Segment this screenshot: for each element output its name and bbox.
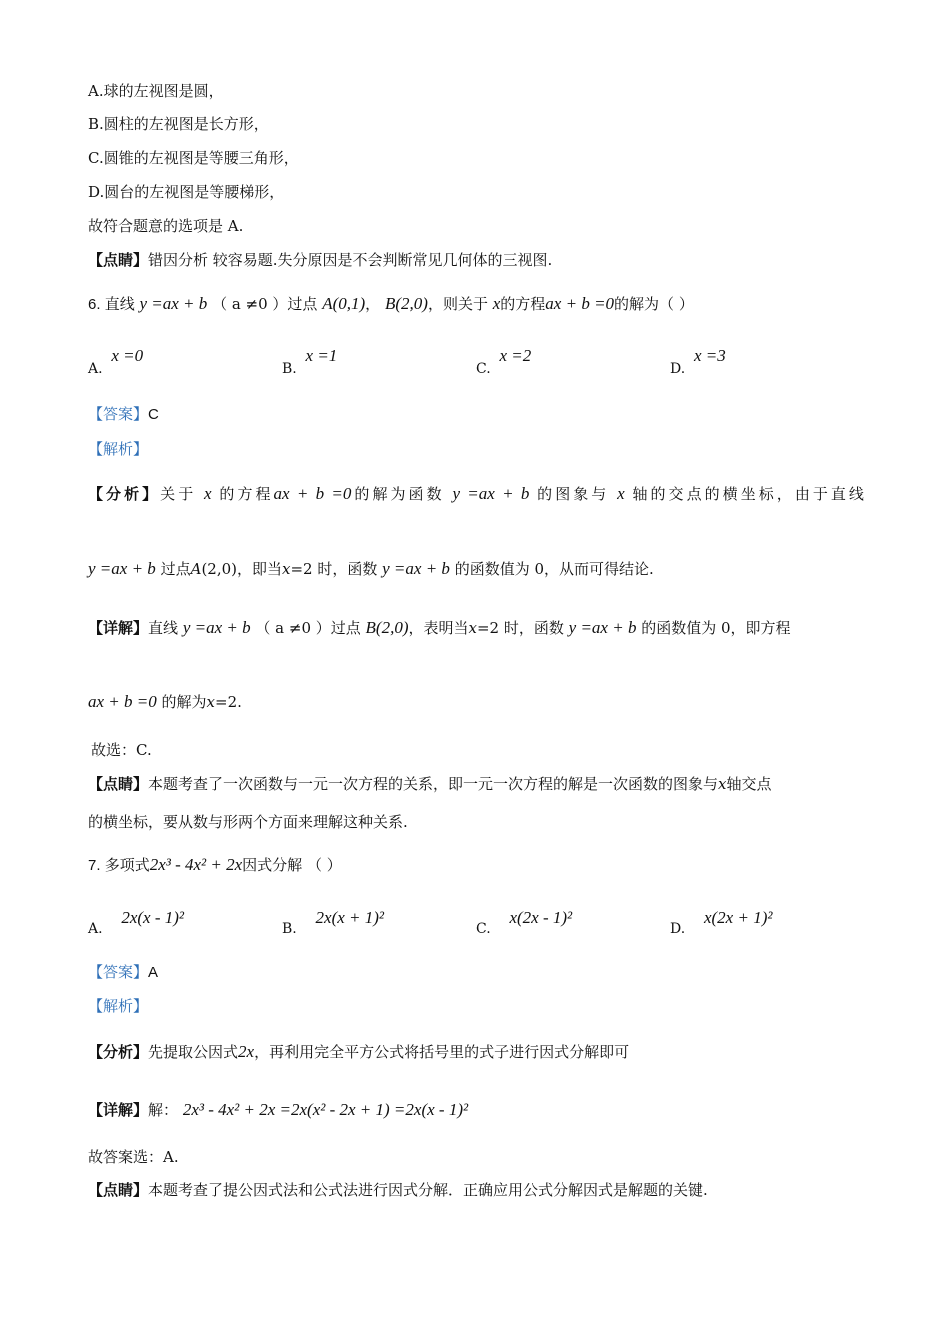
option-value: x =1 bbox=[305, 346, 338, 365]
detail-label: 【详解】 bbox=[88, 619, 149, 637]
option-label: D. bbox=[670, 361, 686, 377]
fenxi-variable: x bbox=[204, 484, 212, 503]
detail-equation: y =ax + b bbox=[182, 618, 251, 637]
q6-answer bbox=[88, 404, 159, 425]
prev-line-4: D.圆台的左视图是等腰梯形， bbox=[88, 183, 285, 201]
fenxi-point: A bbox=[190, 560, 202, 578]
option-value: 2x(x + 1)² bbox=[315, 908, 385, 927]
fenxi-label: 【分析】 bbox=[88, 1043, 149, 1061]
detail-equation: 2x³ - 4x² + 2x =2x(x² - 2x + 1) =2x(x - 1)² bbox=[182, 1100, 469, 1119]
q6-condition: （ a ≠0 ）过点 bbox=[212, 295, 318, 313]
note-variable: x bbox=[718, 775, 727, 793]
detail-text: =2 时，函数 bbox=[476, 619, 564, 637]
fenxi-equation: 2x bbox=[238, 1042, 255, 1061]
answer-label: 【答案】 bbox=[88, 963, 149, 981]
option-value: x(2x + 1)² bbox=[703, 908, 773, 927]
q7-fenxi bbox=[88, 1042, 629, 1062]
note-label: 【点睛】 bbox=[88, 775, 149, 793]
detail-equation: ax + b =0 bbox=[88, 692, 157, 711]
q6-analysis-label: 【解析】 bbox=[88, 440, 149, 458]
answer-value: C bbox=[148, 406, 159, 423]
detail-text: 解： bbox=[148, 1101, 179, 1119]
fenxi-text: 的方程 bbox=[219, 485, 274, 503]
q6-point-a: A(0,1) bbox=[322, 294, 366, 313]
option-label: A. bbox=[88, 921, 103, 937]
fenxi-variable: x bbox=[617, 484, 625, 503]
q6-text-2: ，则关于 bbox=[427, 295, 488, 313]
detail-text: =2. bbox=[215, 693, 242, 711]
fenxi-text: 轴的交点的横坐标，由于直线 bbox=[632, 485, 864, 503]
q6-detail-line-1 bbox=[88, 618, 791, 638]
note-label: 【点睛】 bbox=[88, 1181, 149, 1199]
option-label: D. bbox=[670, 921, 686, 937]
option-value: x =2 bbox=[499, 346, 532, 365]
q6-point-b: B(2,0) bbox=[384, 294, 428, 313]
q6-variable: x bbox=[492, 294, 501, 313]
q6-fenxi-line-2 bbox=[88, 559, 654, 579]
detail-variable: x bbox=[468, 619, 477, 637]
question-6-stem: 6. 直线 y =ax + b （ a ≠0 ）过点 A(0,1)， B(2,0)，则关于 x的方程ax + b =0的解为（ ） bbox=[88, 294, 694, 313]
q7-option-a bbox=[88, 908, 185, 937]
fenxi-text: 的函数值为 0，从而可得结论. bbox=[454, 560, 654, 578]
option-value: x =0 bbox=[111, 346, 144, 365]
q6-fenxi-line-1 bbox=[88, 484, 864, 504]
q7-detail bbox=[88, 1100, 468, 1120]
note-text: 错因分析 较容易题.失分原因是不会判断常见几何体的三视图. bbox=[148, 251, 553, 269]
detail-text: （ a ≠0 ）过点 bbox=[255, 619, 361, 637]
fenxi-text: 过点 bbox=[160, 560, 191, 578]
q7-note bbox=[88, 1180, 708, 1200]
fenxi-equation: y =ax + b bbox=[382, 559, 450, 578]
q6-text-3: 的方程 bbox=[500, 295, 546, 313]
question-number: 6 bbox=[88, 296, 97, 313]
q7-option-b bbox=[282, 908, 385, 937]
fenxi-text: 先提取公因式 bbox=[148, 1043, 239, 1061]
prev-line-1: A.球的左视图是圆， bbox=[88, 82, 224, 100]
q6-option-c bbox=[476, 346, 532, 377]
q6-separator: ， bbox=[365, 295, 381, 313]
q6-option-b bbox=[282, 346, 338, 377]
fenxi-function: y =ax + b bbox=[452, 484, 530, 503]
fenxi-equation: ax + b =0 bbox=[273, 484, 352, 503]
fenxi-text: =2 时，函数 bbox=[290, 560, 378, 578]
q6-choose: 故选：C. bbox=[91, 741, 152, 759]
fenxi-label: 【分析】 bbox=[88, 485, 161, 503]
option-label: B. bbox=[282, 921, 297, 937]
q6-note-line-2: 的横坐标，要从数与形两个方面来理解这种关系. bbox=[88, 813, 408, 831]
prev-line-2: B.圆柱的左视图是长方形， bbox=[88, 115, 269, 133]
detail-equation: y =ax + b bbox=[568, 618, 637, 637]
q7-polynomial: 2x³ - 4x² + 2x bbox=[149, 855, 243, 874]
detail-text: 直线 bbox=[148, 619, 179, 637]
note-label: 【点睛】 bbox=[88, 251, 149, 269]
option-value: x(2x - 1)² bbox=[509, 908, 573, 927]
detail-text: 的函数值为 0，即方程 bbox=[641, 619, 791, 637]
detail-variable: x bbox=[206, 693, 216, 711]
fenxi-text: 关于 bbox=[160, 485, 197, 503]
answer-label: 【答案】 bbox=[88, 405, 149, 423]
fenxi-equation: y =ax + b bbox=[88, 559, 156, 578]
q7-analysis-label: 【解析】 bbox=[88, 997, 149, 1015]
option-label: C. bbox=[476, 361, 491, 377]
prev-conclusion: 故符合题意的选项是 A. bbox=[88, 217, 244, 235]
fenxi-variable: x bbox=[282, 560, 291, 578]
q7-text-1: 多项式 bbox=[104, 856, 150, 874]
note-text: 轴交点 bbox=[726, 775, 772, 793]
q6-text-4: 的解为（ ） bbox=[614, 295, 694, 313]
q7-option-c bbox=[476, 908, 573, 937]
fenxi-text: 的图象与 bbox=[537, 485, 610, 503]
detail-text: 的解为 bbox=[161, 693, 207, 711]
option-label: A. bbox=[88, 361, 103, 377]
q7-answer bbox=[88, 962, 158, 983]
option-value: x =3 bbox=[693, 346, 726, 365]
q6-note-line-1 bbox=[88, 774, 772, 794]
note-text: 本题考查了一次函数与一元一次方程的关系，即一元一次方程的解是一次函数的图象与 bbox=[148, 775, 719, 793]
q6-equation: ax + b =0 bbox=[545, 294, 615, 313]
question-number: 7 bbox=[88, 857, 97, 874]
detail-point: B(2,0) bbox=[365, 618, 409, 637]
answer-value: A bbox=[148, 964, 159, 981]
q6-option-a bbox=[88, 346, 144, 377]
option-label: C. bbox=[476, 921, 491, 937]
prev-line-3: C.圆锥的左视图是等腰三角形， bbox=[88, 149, 299, 167]
option-label: B. bbox=[282, 361, 297, 377]
q6-equation-line: y =ax + b bbox=[139, 294, 208, 313]
detail-text: ，表明当 bbox=[408, 619, 469, 637]
question-7-stem: 7. 多项式2x³ - 4x² + 2x因式分解 （ ） bbox=[88, 855, 342, 874]
note-text: 本题考查了提公因式法和公式法进行因式分解．正确应用公式分解因式是解题的关键. bbox=[148, 1181, 708, 1199]
q6-text-1: 直线 bbox=[104, 295, 135, 313]
q7-text-2: 因式分解 （ ） bbox=[242, 856, 342, 874]
option-value: 2x(x - 1)² bbox=[121, 908, 185, 927]
fenxi-text: ，再利用完全平方公式将括号里的式子进行因式分解即可 bbox=[254, 1043, 630, 1061]
detail-label: 【详解】 bbox=[88, 1101, 149, 1119]
q7-option-d bbox=[670, 908, 773, 937]
fenxi-text: 的解为函数 bbox=[351, 485, 445, 503]
q6-detail-line-2 bbox=[88, 692, 242, 712]
fenxi-text: (2,0)，即当 bbox=[201, 560, 282, 578]
q7-choose: 故答案选：A. bbox=[88, 1148, 179, 1166]
prev-note bbox=[88, 250, 552, 270]
q6-option-d bbox=[670, 346, 726, 377]
